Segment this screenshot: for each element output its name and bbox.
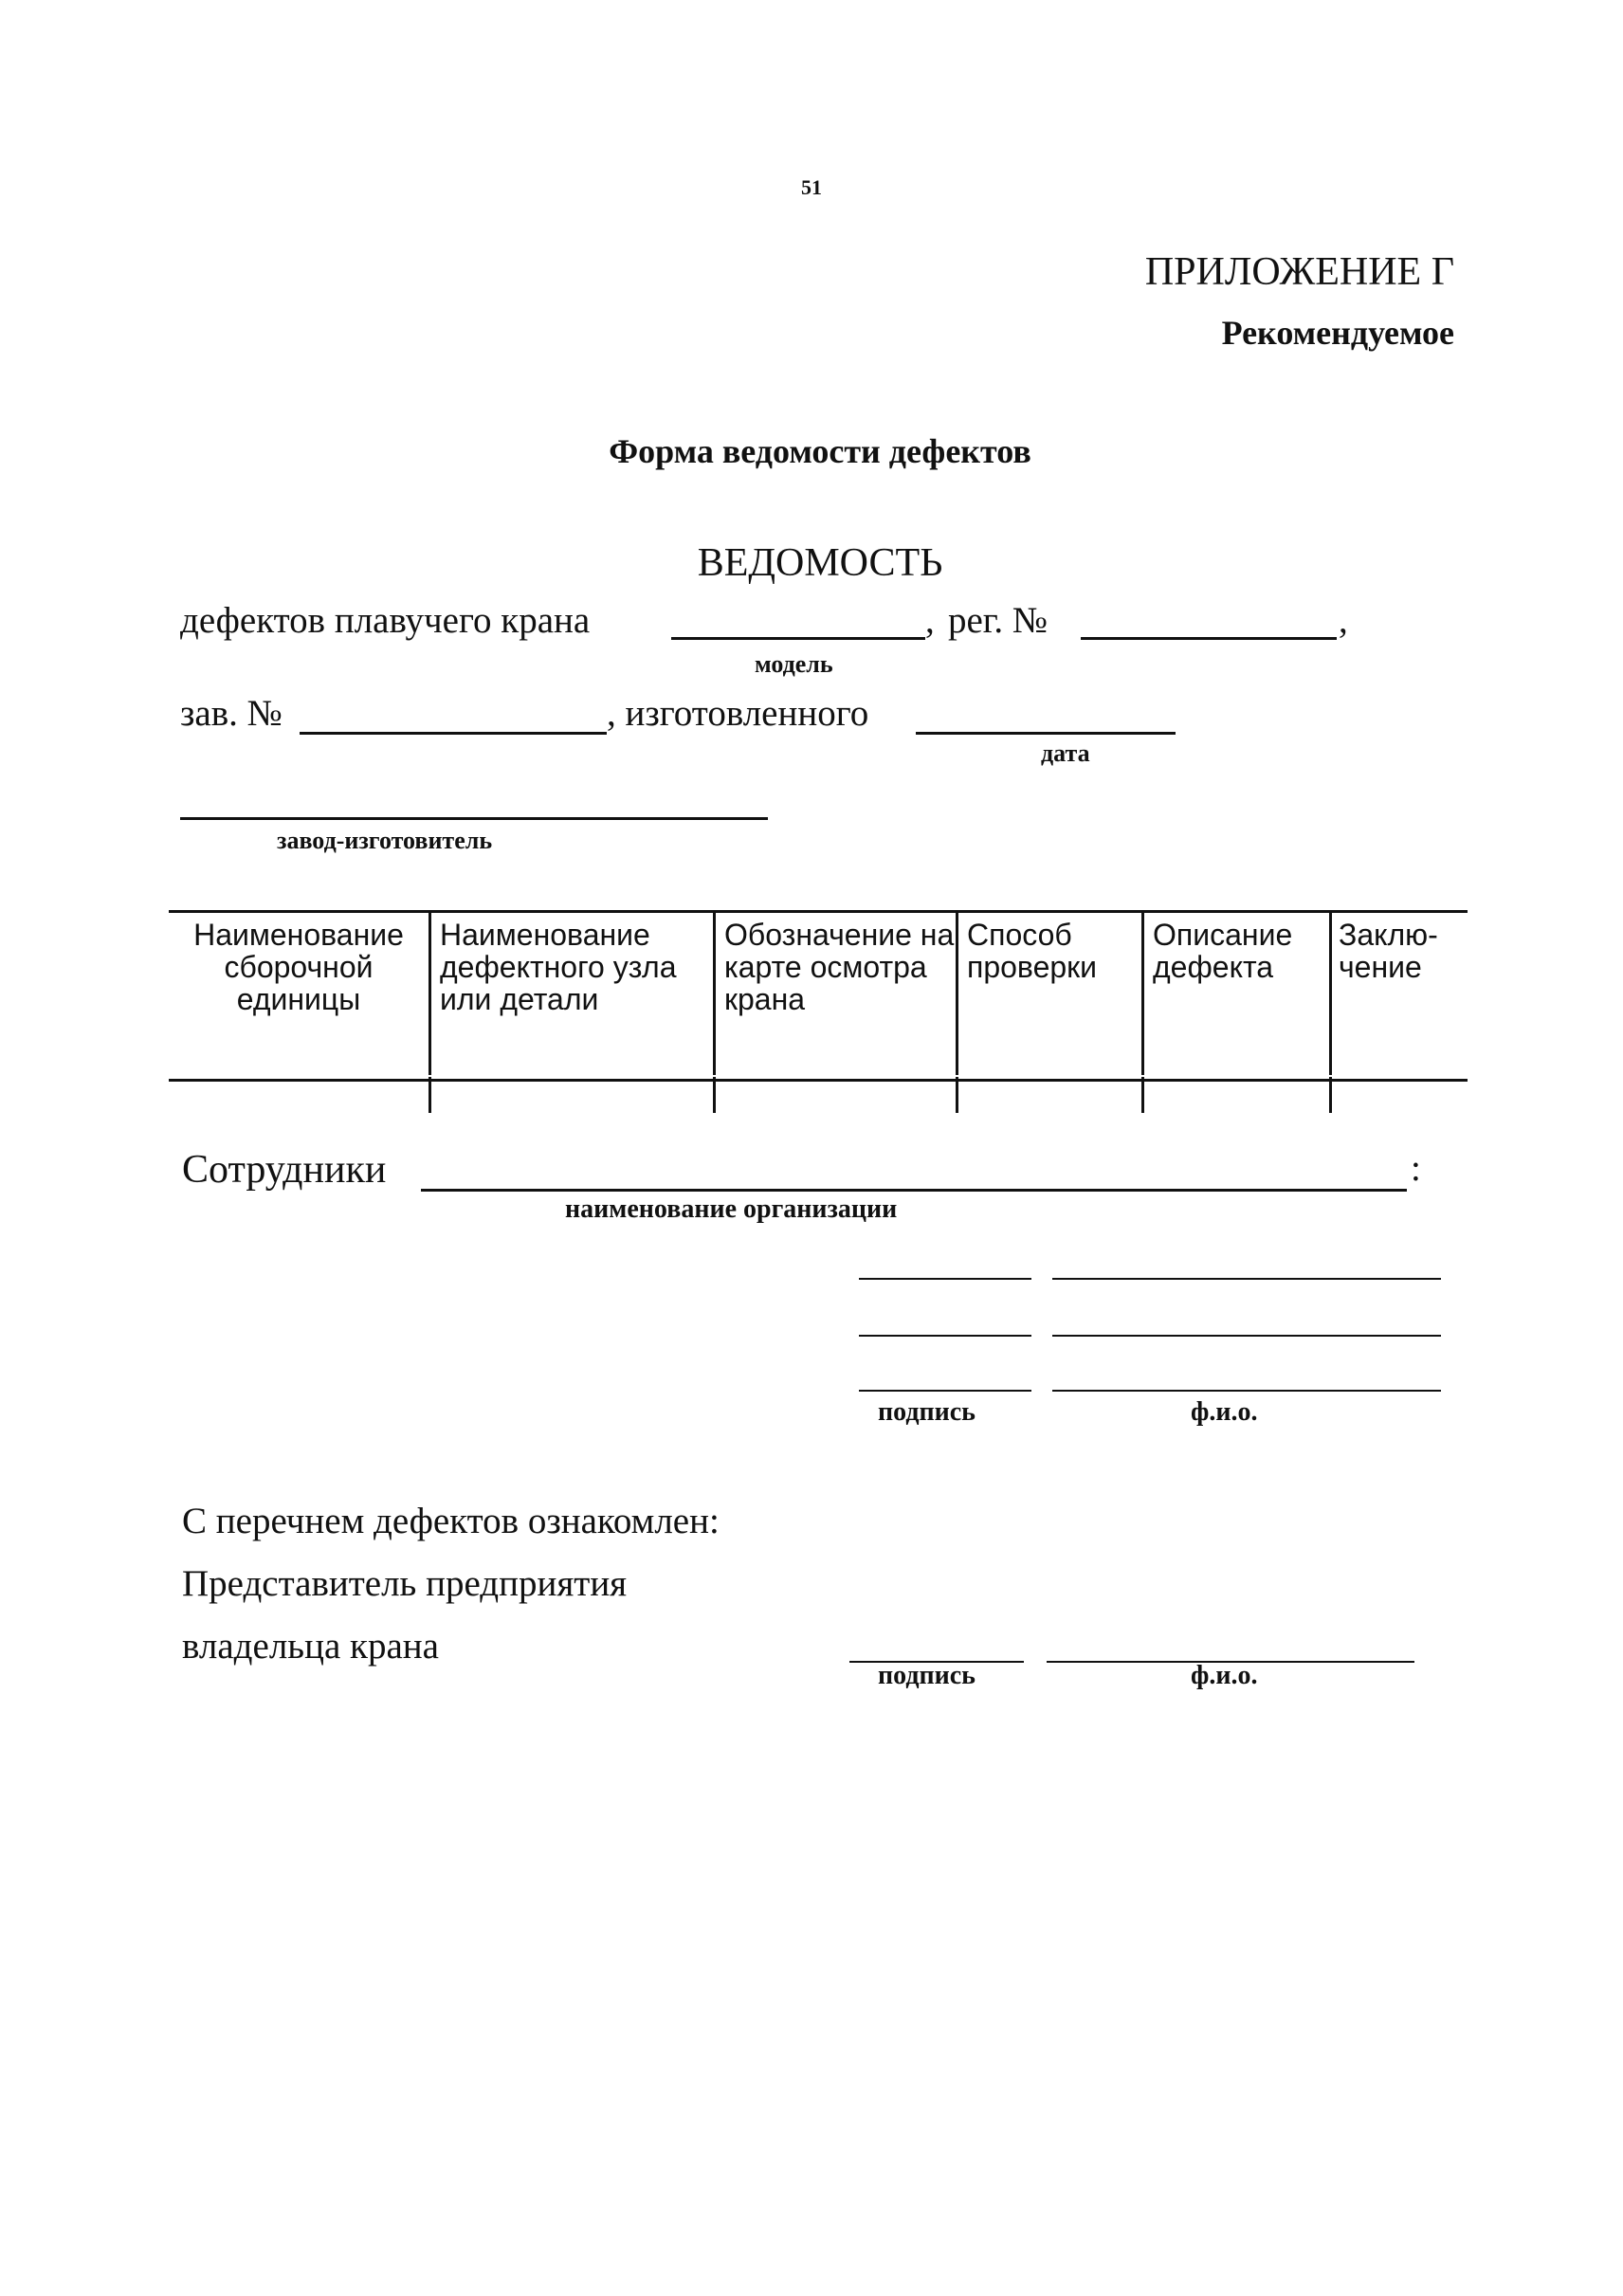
staff-colon: : [1411,1148,1421,1189]
staff-signature-blank [859,1278,1031,1280]
table-divider [429,1077,431,1113]
reg-number-comma: , [1339,600,1348,641]
crane-line-label: дефектов плавучего крана [180,600,591,641]
table-divider [1141,1077,1144,1113]
table-divider [429,912,431,1075]
model-caption: модель [755,650,833,678]
staff-signature-blank [859,1390,1031,1392]
model-comma: , [925,600,935,641]
staff-signature-caption: подпись [878,1397,976,1427]
manufactured-label: , изготовленного [607,693,869,734]
serial-number-blank [300,732,607,735]
defects-table [169,910,1468,1082]
column-header-conclusion: Заклю-чение [1339,918,1438,984]
appendix-status: Рекомендуемое [1221,314,1454,352]
page-number: 51 [801,175,822,199]
organization-caption: наименование организации [565,1194,898,1224]
serial-number-label: зав. № [180,693,283,734]
model-blank [671,637,925,640]
staff-signature-blank [859,1335,1031,1337]
column-header-defective-part: Наименование дефектного узла или детали [440,918,677,1016]
manufacturer-caption: завод-изготовитель [277,827,493,854]
document-title: ВЕДОМОСТЬ [697,541,943,585]
column-header-assembly-unit: Наименование сборочной единицы [193,918,404,1016]
column-header-check-method: Способ проверки [967,918,1098,984]
staff-name-caption: ф.и.о. [1191,1397,1258,1427]
crane-owner-line: владельца крана [182,1626,439,1667]
table-divider [1329,912,1332,1075]
manufacturer-blank [180,817,768,820]
staff-name-blank [1052,1335,1441,1337]
staff-name-blank [1052,1278,1441,1280]
table-divider [713,912,716,1075]
table-divider [956,1077,958,1113]
staff-label: Сотрудники [182,1148,387,1192]
date-caption: дата [1041,739,1090,767]
reg-number-label: рег. № [948,600,1049,641]
reg-number-blank [1081,637,1337,640]
representative-line: Представитель предприятия [182,1563,628,1604]
table-divider [1329,1077,1332,1113]
appendix-label: ПРИЛОЖЕНИЕ Г [1144,250,1454,294]
table-divider [956,912,958,1075]
column-header-inspection-map-designation: Обозначение на карте осмотра крана [724,918,955,1016]
owner-signature-caption: подпись [878,1661,976,1690]
column-header-defect-description: Описание дефекта [1153,918,1293,984]
organization-blank [421,1189,1407,1192]
owner-name-caption: ф.и.о. [1191,1661,1258,1690]
date-blank [916,732,1176,735]
form-title: Форма ведомости дефектов [609,432,1031,470]
table-divider [1141,912,1144,1075]
staff-name-blank [1052,1390,1441,1392]
acknowledgement-line: С перечнем дефектов ознакомлен: [182,1501,720,1541]
table-divider [713,1077,716,1113]
